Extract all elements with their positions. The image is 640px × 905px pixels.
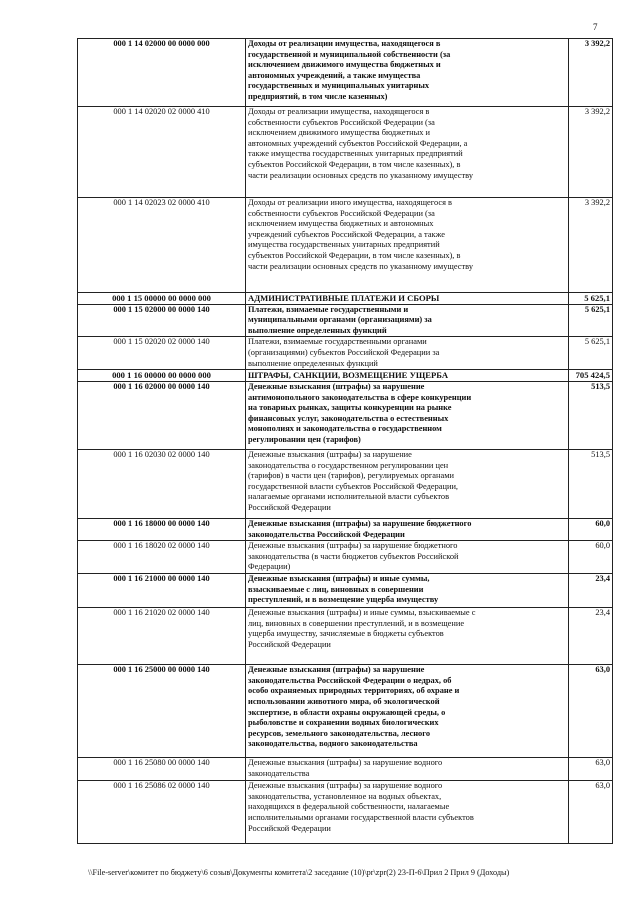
table-row [78,608,613,665]
revenue-name-line: законодательства, водного законодательства [248,739,418,749]
revenue-name-cell [246,304,569,337]
revenue-name-line: антимонопольного законодательства в сфере конкуренции [248,392,472,402]
revenue-name-line: ущерба имуществу, зачисляемые в бюджеты субъектов [248,629,444,639]
budget-code-cell: 000 1 15 00000 00 0000 000 [78,293,246,305]
page-number: 7 [593,22,598,32]
file-path-footer: \\File-server\комитет по бюджету\6 созыв\Документы комитета\2 заседание (10)\pr\zpr(2) 23-П-6\Прил 2 Прил 9 (Доходы) [88,868,510,877]
revenue-name-line: Российской Федерации [248,502,331,512]
table-row [78,449,613,518]
table-row [78,781,613,844]
revenue-name-line: законодательства [248,768,310,778]
budget-code-cell: 000 1 16 02030 02 0000 140 [78,449,246,518]
revenue-name-line: (организациями) субъектов Российской Федерации за [248,347,440,357]
table-row [78,665,613,758]
revenue-name-line: (тарифов) в части цен (тарифов), регулируемых органами [248,471,454,481]
table-row [78,304,613,337]
revenue-name-line: имущества государственных унитарных предприятий [248,240,440,250]
revenue-name-line: Денежные взыскания (штрафы) за нарушение [248,665,425,675]
revenue-name-line: Денежные взыскания (штрафы) за нарушение [248,449,412,459]
revenue-name-cell [246,198,569,293]
revenue-name-line: Денежные взыскания (штрафы) за нарушение бюджетного [248,541,458,551]
amount-cell: 23,4 [569,608,613,665]
revenue-name-cell [246,574,569,608]
revenue-name-cell [246,337,569,370]
revenue-name-line: Денежные взыскания (штрафы) и иные суммы, взыскиваемые с [248,608,476,618]
revenue-name-line: Денежные взыскания (штрафы) за нарушение бюджетного [248,518,472,528]
amount-cell: 63,0 [569,665,613,758]
revenue-name-cell [246,518,569,540]
revenue-name-line: АДМИНИСТРАТИВНЫЕ ПЛАТЕЖИ И СБОРЫ [248,293,440,303]
revenue-name-line: исключением имущества бюджетных и автономных [248,219,434,229]
revenue-name-cell [246,758,569,781]
revenue-name-line: выполнение определенных функций [248,358,378,368]
revenue-name-cell [246,608,569,665]
budget-code-cell: 000 1 16 25000 00 0000 140 [78,665,246,758]
revenue-name-line: Доходы от реализации имущества, находящегося в [248,39,441,48]
budget-code-cell: 000 1 14 02020 02 0000 410 [78,107,246,198]
revenue-name-line: особо охраняемых природных территориях, об охране и [248,686,460,696]
revenue-name-line: Платежи, взимаемые государственными и [248,304,409,314]
revenue-name-line: Денежные взыскания (штрафы) за нарушение [248,381,425,391]
revenue-name-line: выполнение определенных функций [248,325,387,335]
revenue-name-line: использовании животного мира, об экологической [248,696,440,706]
revenue-name-line: преступлений, и в возмещение ущерба имуществу [248,595,439,605]
amount-cell: 3 392,2 [569,39,613,107]
table-row [78,541,613,574]
table-row [78,381,613,449]
revenue-name-line: находящихся в федеральной собственности, налагаемые [248,802,450,812]
revenue-name-line: исключением движимого имущества бюджетных и [248,128,431,138]
revenue-name-cell [246,39,569,107]
revenue-name-line: финансовых услуг, законодательства о естественных [248,413,449,423]
revenue-name-line: предприятий, в том числе казенных) [248,91,388,101]
revenue-name-line: законодательства о государственном регулировании цен [248,460,449,470]
table-row [78,518,613,540]
revenue-name-line: законодательства Российской Федерации [248,529,405,539]
revenue-name-line: Денежные взыскания (штрафы) за нарушение водного [248,758,443,768]
revenue-name-line: Российской Федерации [248,639,331,649]
amount-cell: 63,0 [569,781,613,844]
revenue-name-line: Доходы от реализации имущества, находящегося в [248,107,430,116]
revenue-name-line: экспертизе, в области охраны окружающей среды, о [248,707,446,717]
revenue-name-cell [246,107,569,198]
budget-code-cell: 000 1 16 21020 02 0000 140 [78,608,246,665]
revenue-name-line: ресурсов, земельного законодательства, лесного [248,728,431,738]
revenue-name-cell [246,293,569,305]
revenue-table [77,38,613,844]
revenue-name-line: Денежные взыскания (штрафы) и иные суммы, [248,574,430,584]
table-row [78,293,613,305]
revenue-name-cell [246,781,569,844]
amount-cell: 60,0 [569,518,613,540]
revenue-name-line: исключением движимого имущества бюджетных и [248,60,441,70]
revenue-name-line: субъектов Российской Федерации, в том числе казенных), в [248,250,461,260]
budget-code-cell: 000 1 16 18000 00 0000 140 [78,518,246,540]
budget-code-cell: 000 1 16 02000 00 0000 140 [78,381,246,449]
revenue-name-cell [246,370,569,382]
budget-code-cell: 000 1 16 18020 02 0000 140 [78,541,246,574]
amount-cell: 3 392,2 [569,198,613,293]
revenue-name-line: автономных учреждений, а также имущества [248,70,421,80]
table-row [78,370,613,382]
amount-cell: 513,5 [569,449,613,518]
amount-cell: 5 625,1 [569,293,613,305]
amount-cell: 513,5 [569,381,613,449]
revenue-name-cell [246,449,569,518]
revenue-name-line: собственности субъектов Российской Федерации (за [248,117,435,127]
budget-code-cell: 000 1 16 00000 00 0000 000 [78,370,246,382]
revenue-name-line: законодательства (в части бюджетов субъектов Российской [248,551,459,561]
table-row [78,198,613,293]
amount-cell: 705 424,5 [569,370,613,382]
revenue-name-line: муниципальными органами (организациями) за [248,315,432,325]
budget-code-cell: 000 1 16 21000 00 0000 140 [78,574,246,608]
revenue-name-cell [246,541,569,574]
revenue-name-line: учреждений субъектов Российской Федерации, а также [248,229,445,239]
revenue-name-line: ШТРАФЫ, САНКЦИИ, ВОЗМЕЩЕНИЕ УЩЕРБА [248,370,449,381]
budget-code-cell: 000 1 15 02000 00 0000 140 [78,304,246,337]
revenue-name-line: законодательства Российской Федерации о недрах, об [248,675,452,685]
revenue-name-line: Денежные взыскания (штрафы) за нарушение водного [248,781,443,791]
budget-code-cell: 000 1 15 02020 02 0000 140 [78,337,246,370]
revenue-name-cell [246,665,569,758]
revenue-name-line: автономных учреждений субъектов Российской Федерации, а [248,138,468,148]
revenue-name-line: собственности субъектов Российской Федерации (за [248,208,435,218]
table-row [78,107,613,198]
amount-cell: 5 625,1 [569,304,613,337]
revenue-name-line: государственной власти субъектов Российской Федерации, [248,481,459,491]
budget-code-cell: 000 1 14 02023 02 0000 410 [78,198,246,293]
amount-cell: 60,0 [569,541,613,574]
budget-code-cell: 000 1 14 02000 00 0000 000 [78,39,246,107]
revenue-name-line: исполнительными органами государственной власти субъектов [248,812,474,822]
revenue-name-line: части реализации основных средств по указанному имуществу [248,261,474,271]
revenue-name-line: субъектов Российской Федерации, в том числе казенных), в [248,159,461,169]
revenue-name-line: монополиях и законодательства о государственном [248,424,442,434]
revenue-name-line: Российской Федерации [248,823,331,833]
amount-cell: 3 392,2 [569,107,613,198]
revenue-name-line: государственной и муниципальной собственности (за [248,49,451,59]
revenue-name-line: рыболовстве и сохранении водных биологических [248,718,439,728]
revenue-name-line: части реализации основных средств по указанному имуществу [248,170,474,180]
revenue-table-body [78,39,613,844]
revenue-name-line: Платежи, взимаемые государственными органами [248,337,427,347]
revenue-name-line: также имущества государственных унитарных предприятий [248,149,463,159]
amount-cell: 5 625,1 [569,337,613,370]
table-row [78,758,613,781]
budget-code-cell: 000 1 16 25080 00 0000 140 [78,758,246,781]
revenue-name-line: законодательства, установленное на водных объектах, [248,791,442,801]
revenue-name-line: взыскиваемые с лиц, виновных в совершении [248,584,424,594]
revenue-name-line: налагаемые органами исполнительной власти субъектов [248,492,450,502]
revenue-name-line: Доходы от реализации иного имущества, находящегося в [248,198,453,207]
table-row [78,574,613,608]
revenue-name-line: Федерации) [248,562,291,572]
amount-cell: 63,0 [569,758,613,781]
table-row [78,39,613,107]
amount-cell: 23,4 [569,574,613,608]
table-row [78,337,613,370]
revenue-name-line: лиц, виновных в совершении преступлений, и в возмещение [248,618,465,628]
revenue-name-line: государственных и муниципальных унитарных [248,81,430,91]
revenue-name-line: на товарных рынках, защиты конкуренции на рынке [248,403,452,413]
revenue-name-cell [246,381,569,449]
revenue-name-line: регулировании цен (тарифов) [248,434,361,444]
budget-code-cell: 000 1 16 25086 02 0000 140 [78,781,246,844]
